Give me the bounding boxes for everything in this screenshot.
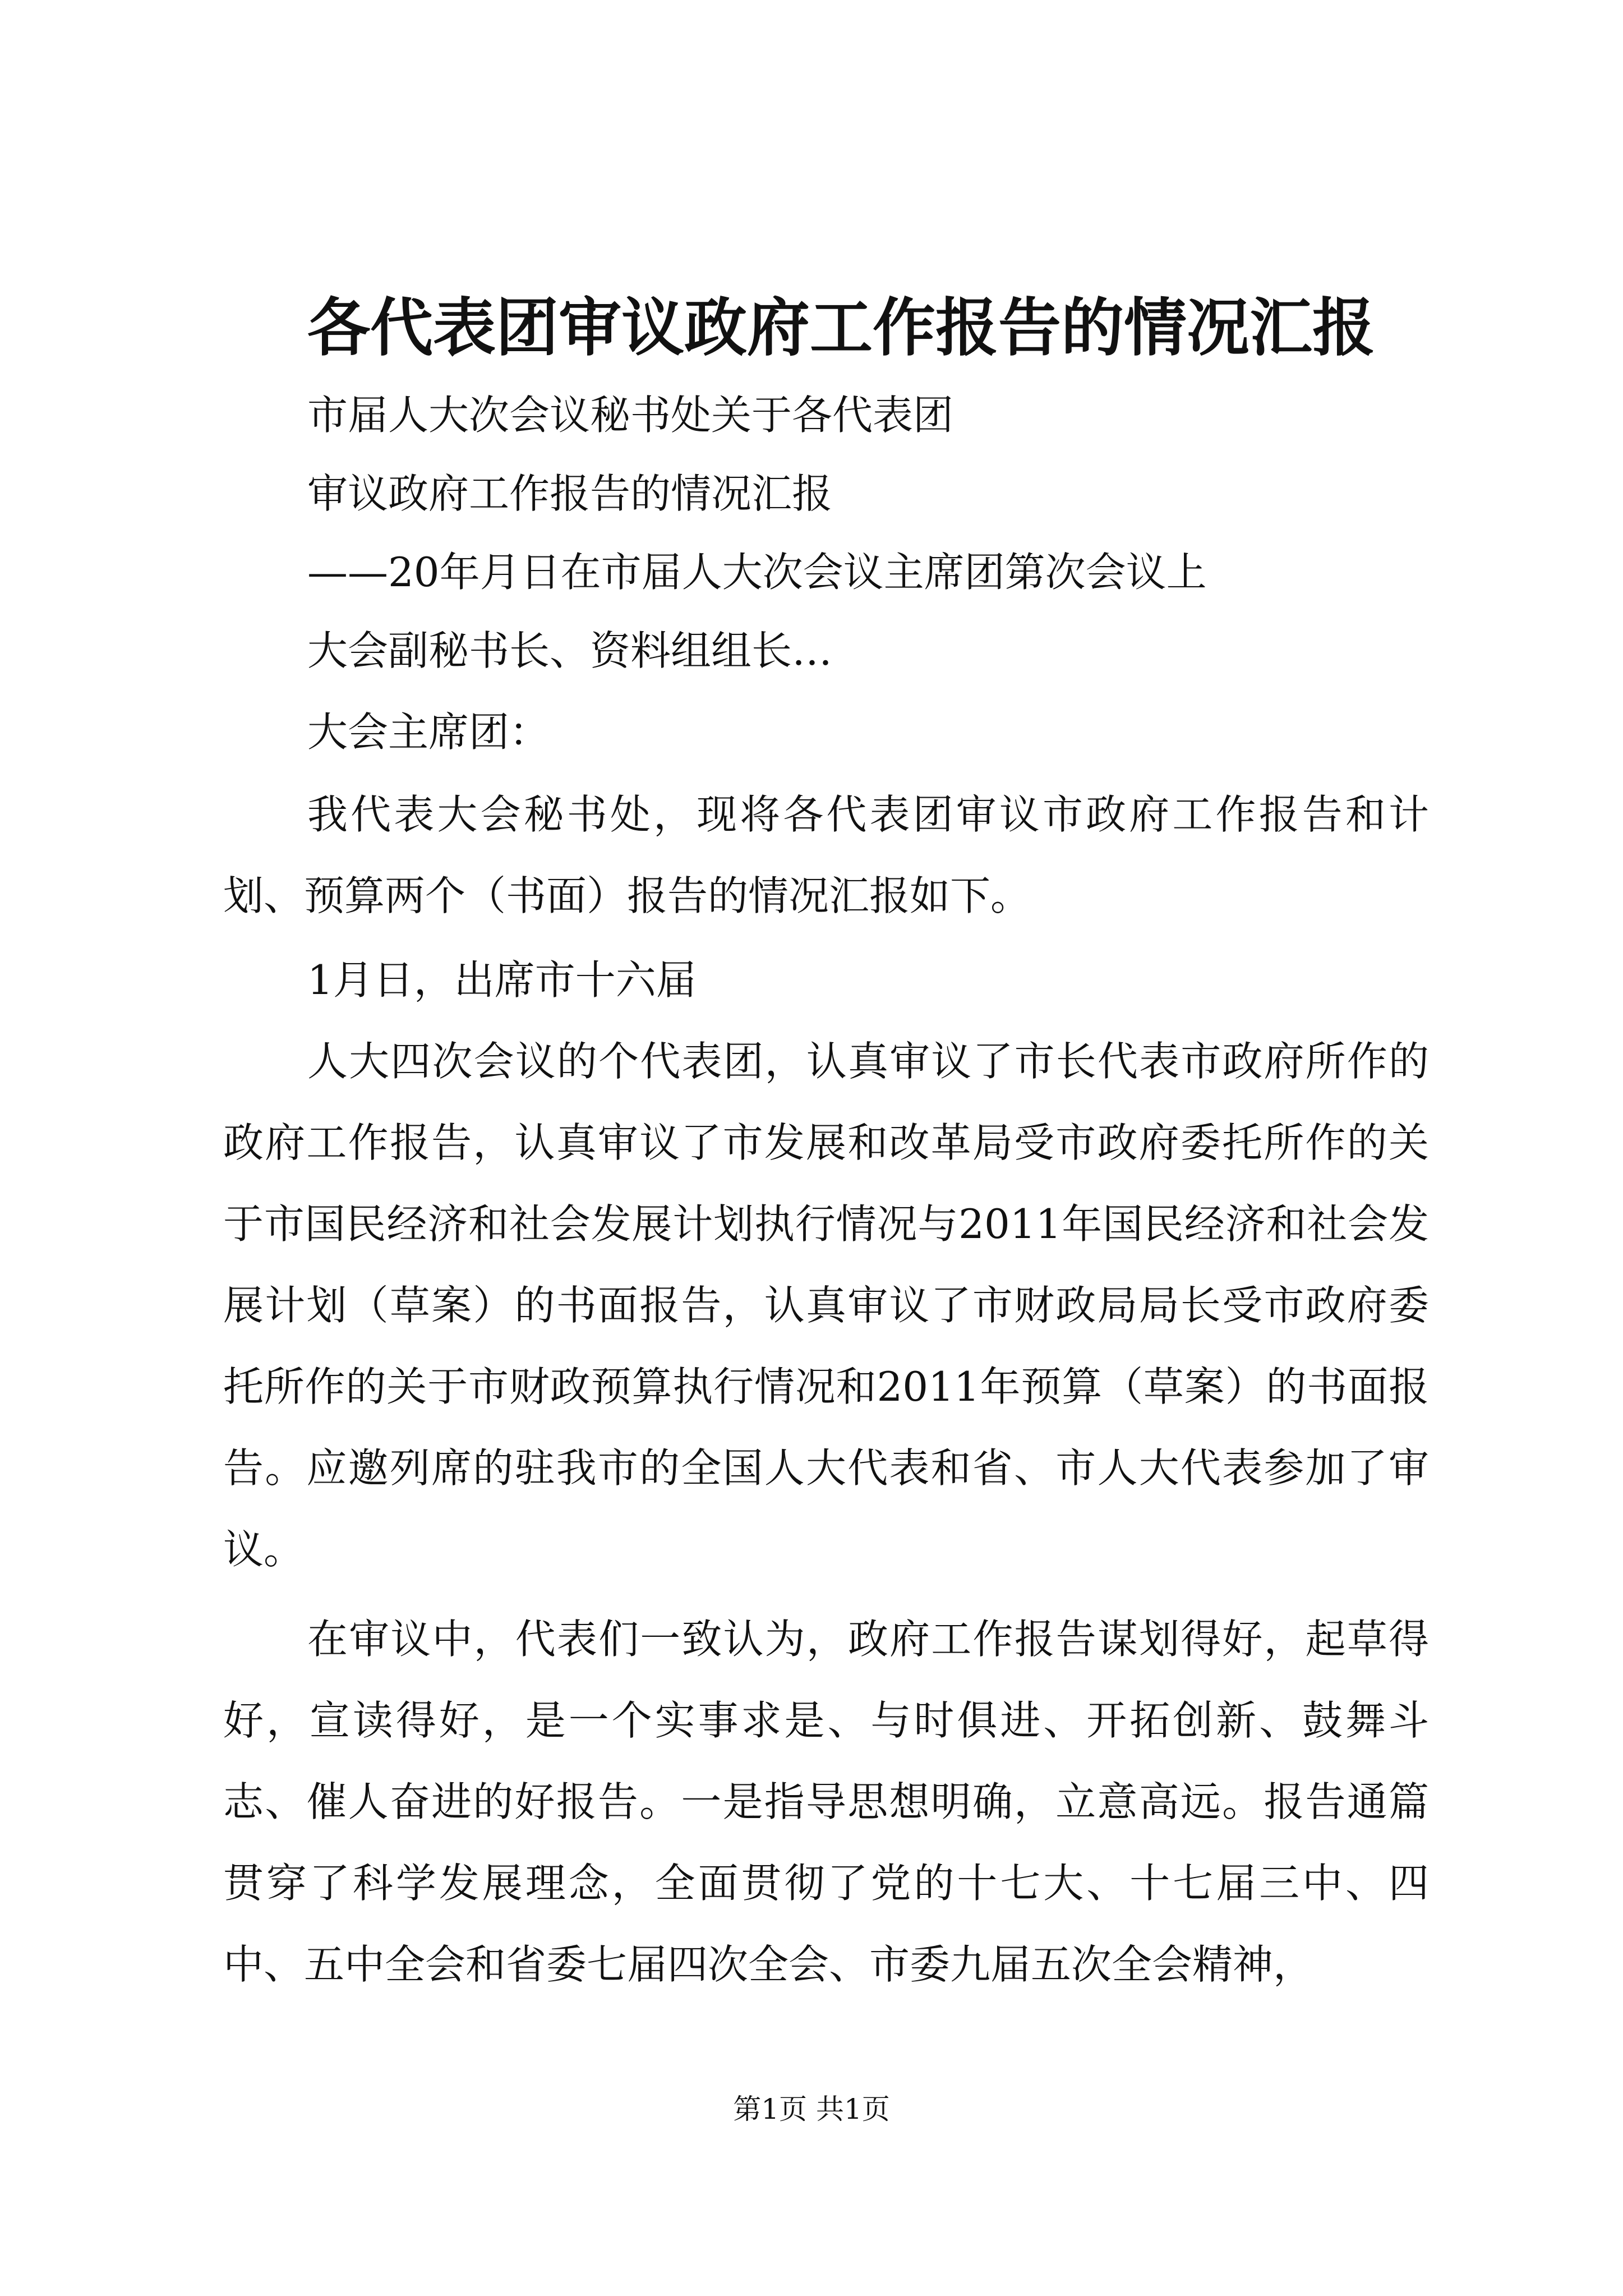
paragraph-date: 1月日，出席市十六届 (307, 956, 697, 1004)
header-line-report-title: 审议政府工作报告的情况汇报 (307, 470, 833, 517)
header-line-meeting-date: ——20年月日在市届人大次会议主席团第次会议上 (307, 549, 1207, 596)
header-line-secretariat: 市届人大次会议秘书处关于各代表团 (307, 392, 954, 439)
paragraph-review: 人大四次会议的个代表团，认真审议了市长代表市政府所作的政府工作报告，认真审议了市发展和改革局受市政府委托所作的关于市国民经济和社会发展计划执行情况与2011年国民经济和社会发展计划（草案）的书面报告，认真审议了市财政局局长受市政府委托所作的关于市财政预算执行情况和2011年预算（草案）的书面报告。应邀列席的驻我市的全国人大代表和省、市人大代表参加了审议。 (223, 1038, 1429, 1573)
paragraph-intro: 我代表大会秘书处，现将各代表团审议市政府工作报告和计划、预算两个（书面）报告的情况汇报如下。 (223, 791, 1429, 919)
paragraph-opinion: 在审议中，代表们一致认为，政府工作报告谋划得好，起草得好，宣读得好，是一个实事求是、与时俱进、开拓创新、鼓舞斗志、催人奋进的好报告。一是指导思想明确，立意高远。报告通篇贯穿了科学发展理念，全面贯彻了党的十七大、十七届三中、四中、五中全会和省委七届四次全会、市委九届五次全会精神， (223, 1616, 1429, 1988)
page-footer: 第1页 共1页 (733, 2093, 890, 2125)
document-title: 各代表团审议政府工作报告的情况汇报 (307, 291, 1375, 365)
header-line-speaker: 大会副秘书长、资料组组长… (307, 627, 833, 674)
salutation: 大会主席团： (307, 708, 550, 756)
